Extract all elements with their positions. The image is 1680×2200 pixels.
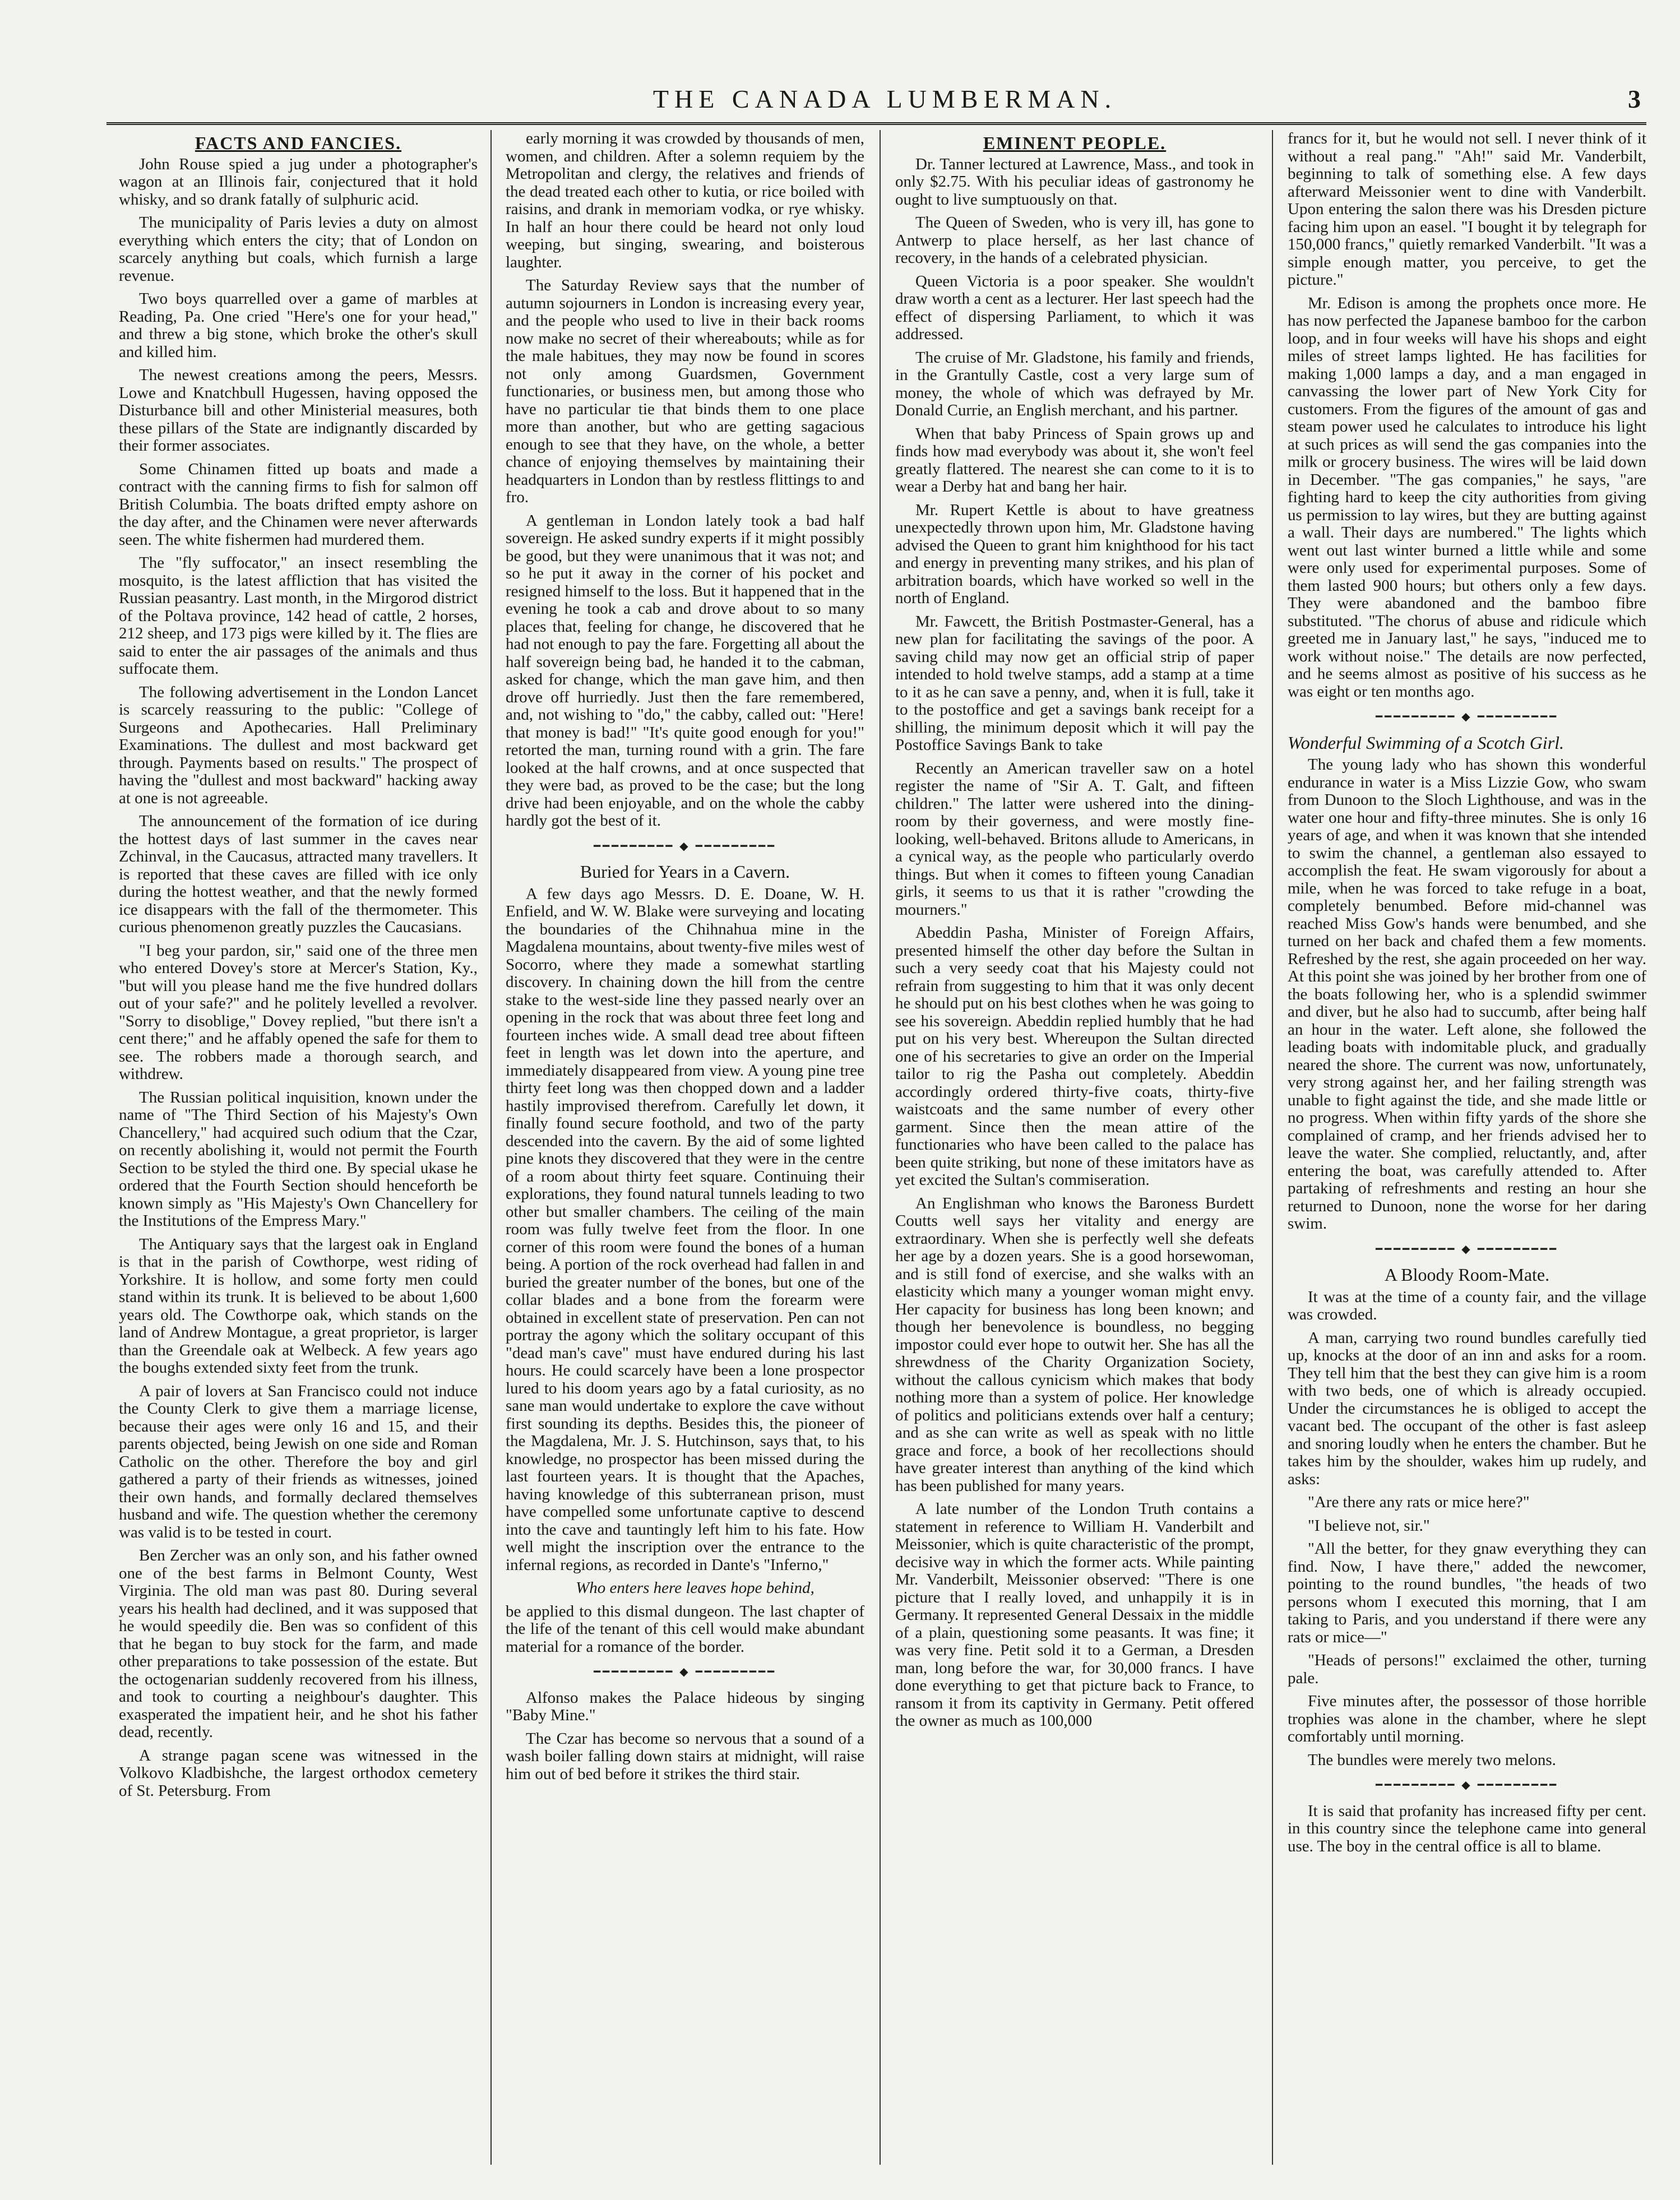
article-paragraph: The "fly suffocator," an insect resembling the mosquito, is the latest affliction that has visited the Russian peasantry. Last month, in the Mirgorod district of the Poltava province, 142 head of cattle, 2 horses, 212 sheep, and 173 pigs were killed by it. The flies are said to enter the air passages of the animals and thus suffocate them.	[119, 554, 478, 678]
article-paragraph: The Saturday Review says that the number of autumn sojourners in London is increasing every year, and the people who used to live in their back rooms now make no secret of their whereabouts; while as for the male habitues, they may now be found in scores not only among Guardsmen, Government functionaries, or business men, but among those who have no particular tie that binds them to one place more than another, but who are getting sagacious enough to see that they have, on the whole, a better chance of enjoying themselves by maintaining their headquarters in London than by restless flittings to and fro.	[506, 276, 864, 506]
article-paragraph: Abeddin Pasha, Minister of Foreign Affairs, presented himself the other day before the Sultan in such a very seedy coat that his Majesty could not refrain from suggesting to him that it was only decent he should put on his best clothes when he was going to see his sovereign. Abeddin replied humbly that he had put on his very best. Whereupon the Sultan directed one of his secretaries to give an order on the Imperial tailor to rig the Pasha out completely. Abeddin accordingly ordered thirty-five coats, thirty-five waistcoats and the same number of every other garment. Since then the mean attire of the functionaries who have been called to the palace has been quite striking, but none of these imitators have as yet excited the Sultan's commiseration.	[895, 924, 1254, 1189]
verse-line: Who enters here leaves hope behind,	[576, 1579, 814, 1597]
column-rule	[490, 130, 492, 2165]
column-rule	[1272, 130, 1273, 2165]
article-paragraph: "I beg your pardon, sir," said one of the three men who entered Dovey's store at Mercer's Station, Ky., "but will you please hand me the five hundred dollars out of your safe?" and he politely levelled a revolver. "Sorry to disoblige," Dovey replied, "but there isn't a cent there;" and he affably opened the safe for them to see. The robbers made a thorough search, and withdrew.	[119, 941, 478, 1083]
article-paragraph: "All the better, for they gnaw everything they can find. Now, I have there," added the newcomer, pointing to the round bundles, "the heads of two persons whom I executed this morning, that I am taking to Paris, and you understand if there were any rats or mice—"	[1288, 1540, 1646, 1646]
article-paragraph: The newest creations among the peers, Messrs. Lowe and Knatchbull Hugessen, having opposed the Disturbance bill and other Ministerial measures, both these pillars of the State are indignantly discarded by their former associates.	[119, 366, 478, 455]
article-paragraph: A few days ago Messrs. D. E. Doane, W. H. Enfield, and W. W. Blake were surveying and locating the boundaries of the Chihnahua mine in the Magdalena mountains, about twenty-five miles west of Socorro, where they made a somewhat startling discovery. In chaining down the hill from the centre stake to the west-side line they passed nearly over an opening in the rock that was about three feet long and fourteen inches wide. A small dead tree about fifteen feet in length was let down into the aperture, and immediately disappeared from view. A young pine tree thirty feet long was then chopped down and a ladder hastily improvised therefrom. Carefully let down, it finally found secure foothold, and two of the party descended into the cavern. By the aid of some lighted pine knots they discovered that they were in the centre of a room about thirty feet square. Continuing their explorations, they found natural tunnels leading to two other but smaller chambers. The ceiling of the main room was fully twelve feet from the floor. In one corner of this room were found the bones of a human being. A portion of the rock overhead had fallen in and buried the greater number of the bones, but one of the collar blades and a bone from the forearm were obtained in excellent state of preservation. Pen can not portray the agony which the solitary occupant of this "dead man's cave" must have endured during his last hours. He could scarcely have been a lone prospector lured to his doom years ago by a fatal curiosity, as no sane man would undertake to explore the cave without first sounding its depths. Besides this, the pioneer of the Magdalena, Mr. J. S. Hutchinson, says that, to his knowledge, no prospector has been missed during the last fourteen years. It is thought that the Apaches, having knowledge of this subterranean prison, must have compelled some unfortunate captive to descend into the cave and tauntingly left him to his fate. How well might the inscription over the entrance to the infernal regions, as recorded in Dante's "Inferno,"	[506, 884, 864, 1574]
article-paragraph: "I believe not, sir."	[1308, 1516, 1430, 1535]
article-paragraph: Some Chinamen fitted up boats and made a contract with the canning firms to fish for salmon off British Columbia. The boats drifted empty ashore on the day after, and the Chinamen were never afterwards seen. The white fishermen had murdered them.	[119, 460, 478, 549]
article-paragraph: A strange pagan scene was witnessed in the Volkovo Kladbishche, the largest orthodox cemetery of St. Petersburg. From	[119, 1746, 478, 1800]
article-paragraph: Dr. Tanner lectured at Lawrence, Mass., and took in only $2.75. With his peculiar ideas of gastronomy he ought to live sumptuously on that.	[895, 155, 1254, 209]
article-paragraph: A late number of the London Truth contains a statement in reference to William H. Vanderbilt and Meissonier, which is quite characteristic of the prompt, decisive way in which the former acts. While painting Mr. Vanderbilt, Meissonier observed: "There is one picture that I really loved, and unhappily it is in Germany. It represented General Dessaix in the middle of a plain, questioning some peasants. It was fine; it was very fine. Petit sold it to a German, a Dresden man, long before the war, for 30,000 francs. I have done everything to get that picture back to France, to ransom it from its captivity in Germany. Petit offered the owner as much as 100,000	[895, 1500, 1254, 1730]
article-paragraph: Five minutes after, the possessor of those horrible trophies was alone in the chamber, where he slept comfortably until morning.	[1288, 1692, 1646, 1745]
article-heading-cavern: Buried for Years in a Cavern.	[580, 862, 790, 882]
section-heading-facts: FACTS AND FANCIES.	[195, 133, 402, 153]
article-paragraph: The bundles were merely two melons.	[1308, 1750, 1556, 1769]
ornament-divider	[506, 838, 864, 856]
article-paragraph: Recently an American traveller saw on a hotel register the name of "Sir A. T. Galt, and fifteen children." The latter were ushered into the dining-room by their governess, and were mostly fine-looking, well-behaved. Britons allude to Americans, in a cynical way, as the people who particularly overdo things. But when it comes to fifteen young Canadian girls, it seems to us that it is rather "crowding the mourners."	[895, 759, 1254, 919]
article-paragraph: The announcement of the formation of ice during the hottest days of last summer in the caves near Zchinval, in the Caucasus, attracted many travellers. It is reported that these caves are filled with ice only during the hottest weather, and that the newly formed ice disappears with the fall of the thermometer. This curious phenomenon greatly puzzles the Caucasians.	[119, 812, 478, 936]
article-paragraph: Mr. Rupert Kettle is about to have greatness unexpectedly thrown upon him, Mr. Gladstone having advised the Queen to grant him knighthood for his tact and energy in preventing many strikes, and his plan of arbitration boards, which have worked so well in the north of England.	[895, 501, 1254, 607]
section-heading-eminent: EMINENT PEOPLE.	[983, 133, 1167, 153]
article-paragraph: The Czar has become so nervous that a sound of a wash boiler falling down stairs at midnight, will raise him out of bed before it strikes the third stair.	[506, 1729, 864, 1783]
article-paragraph: The following advertisement in the London Lancet is scarcely reassuring to the public: "College of Surgeons and Apothecaries. Hall Preliminary Examinations. The dullest and most backward get through. Payments based on results." The prospect of having the "dullest and most backward" hacking away at one is not agreeable.	[119, 683, 478, 807]
article-paragraph: Mr. Fawcett, the British Postmaster-General, has a new plan for facilitating the savings of the poor. A saving child may now get an official strip of paper intended to hold twelve stamps, add a stamp at a time to it as he can save a penny, and, when it is full, take it to the postoffice and get a savings bank receipt for a shilling, the minimum deposit which it will pay the Postoffice Savings Bank to take	[895, 612, 1254, 754]
article-paragraph: Two boys quarrelled over a game of marbles at Reading, Pa. One cried "Here's one for your head," and threw a big stone, which broke the other's skull and killed him.	[119, 290, 478, 361]
ornament-divider	[506, 1664, 864, 1682]
article-paragraph: early morning it was crowded by thousands of men, women, and children. After a solemn requiem by the Metropolitan and clergy, the relatives and friends of the dead treated each other to kutia, or rice boiled with raisins, and drank in memoriam vodka, or rye whisky. In half an hour there could be heard not only loud weeping, but singing, swearing, and boisterous laughter.	[506, 130, 864, 271]
article-paragraph: The Antiquary says that the largest oak in England is that in the parish of Cowthorpe, west riding of Yorkshire. It is hollow, and some forty men could stand within its trunk. It is believed to be about 1,600 years old. The Cowthorpe oak, which stands on the land of Andrew Montague, a great proprietor, is larger than the Greendale oak at Welbeck. A few years ago the boughs extended sixty feet from the trunk.	[119, 1235, 478, 1377]
ornament-divider	[1288, 1777, 1646, 1795]
columns	[119, 130, 1649, 2170]
article-paragraph: It was at the time of a county fair, and the village was crowded.	[1288, 1287, 1646, 1323]
article-heading-room-mate: A Bloody Room-Mate.	[1384, 1265, 1550, 1285]
article-paragraph: A man, carrying two round bundles carefully tied up, knocks at the door of an inn and asks for a room. They tell him that the best they can give him is a room with two beds, one of which is already occupied. Under the circumstances he is obliged to accept the vacant bed. The occupant of the other is fast asleep and snoring loudly when he enters the chamber. But he takes him by the shoulder, wakes him up rudely, and asks:	[1288, 1328, 1646, 1488]
article-paragraph: A pair of lovers at San Francisco could not induce the County Clerk to give them a marriage license, because their ages were only 16 and 15, and their parents objected, being Jewish on one side and Roman Catholic on the other. Therefore the boy and girl gathered a party of their friends as witnesses, joined their own hands, and formally declared themselves husband and wife. The question whether the ceremony was valid is to be tested in court.	[119, 1382, 478, 1541]
article-paragraph: The municipality of Paris levies a duty on almost everything which enters the city; that of London on scarcely anything but coals, which furnish a large revenue.	[119, 214, 478, 285]
article-paragraph: francs for it, but he would not sell. I never think of it without a real pang." "Ah!" said Mr. Vanderbilt, beginning to talk of something else. A few days afterward Meissonier went to dine with Vanderbilt. Upon entering the salon there was his Dresden picture facing him upon an easel. "I bought it by telegraph for 150,000 francs," quietly remarked Vanderbilt. "It was a simple enough matter, you perceive, to get the picture."	[1288, 130, 1646, 289]
column-4	[1288, 130, 1646, 2165]
masthead	[129, 84, 1641, 118]
article-paragraph: Ben Zercher was an only son, and his father owned one of the best farms in Belmont County, West Virginia. The old man was past 80. During several years his health had declined, and it was supposed that he would speedily die. Ben was so confident of this that he began to buy stock for the farm, and made other preparations to take possession of the estate. But the octogenarian suddenly recovered from his illness, and took to courting a neighbour's daughter. This exasperated the impatient heir, and he shot his father dead, recently.	[119, 1546, 478, 1741]
article-paragraph: Alfonso makes the Palace hideous by singing "Baby Mine."	[506, 1688, 864, 1724]
ornament-divider	[1288, 708, 1646, 726]
article-heading-swimming: Wonderful Swimming of a Scotch Girl.	[1288, 732, 1565, 753]
column-1	[119, 130, 478, 2165]
article-paragraph: It is said that profanity has increased fifty per cent. in this country since the telephone came into general use. The boy in the central office is all to blame.	[1288, 1801, 1646, 1855]
article-paragraph: Mr. Edison is among the prophets once more. He has now perfected the Japanese bamboo for the carbon loop, and in four weeks will have his shops and eight miles of street lamps lighted. He has facilities for making 1,000 lamps a day, and a man engaged in canvassing the lower part of New York City for customers. From the figures of the amount of gas and steam power used he calculates to introduce his light at such prices as will send the gas companies into the milk or grocery business. The wires will be laid down in December. "The gas companies," he says, "are fighting hard to keep the city authorities from giving us permission to lay wires, but they are butting against a wall. Their days are numbered." The lights which went out last winter burned a little while and some were only used for experimental purposes. Some of them lasted 900 hours; but others only a few days. They were abandoned and the bamboo fibre substituted. "The chorus of abuse and ridicule which greeted me in January last," he says, "induced me to work without noise." The details are now perfected, and he seems almost as positive of his success as he was eight or ten months ago.	[1288, 294, 1646, 701]
column-3	[895, 130, 1254, 2165]
article-paragraph: "Are there any rats or mice here?"	[1308, 1493, 1530, 1511]
article-paragraph: The Russian political inquisition, known under the name of "The Third Section of his Majesty's Own Chancellery," had acquired such odium that the Czar, on recently abolishing it, would not permit the Fourth Section to be styled the third one. By special ukase he ordered that the Fourth Section should henceforth be known simply as "His Majesty's Own Chancellery for the Institutions of the Empress Mary."	[119, 1088, 478, 1230]
column-rule	[880, 130, 881, 2165]
article-paragraph: John Rouse spied a jug under a photographer's wagon at an Illinois fair, conjectured that it hold whisky, and so drank fatally of sulphuric acid.	[119, 155, 478, 209]
article-paragraph: The cruise of Mr. Gladstone, his family and friends, in the Grantully Castle, cost a very large sum of money, the whole of which was defrayed by Mr. Donald Currie, an English merchant, and his partner.	[895, 348, 1254, 419]
article-paragraph: A gentleman in London lately took a bad half sovereign. He asked sundry experts if it might possibly be good, but they were unanimous that it was not; and so he put it away in the corner of his pocket and resigned himself to the loss. But it happened that in the evening he took a cab and drove about to so many places that, feeling for change, he discovered that he had not enough to pay the fare. Forgetting all about the half sovereign being bad, he handed it to the cabman, asked for change, which the man gave him, and then drove off hurriedly. Just then the fare remembered, and, not wishing to "do," the cabby, called out: "Here! that money is bad!" "It's quite good enough for you!" retorted the man, turning round with a grin. The fare looked at the half crowns, and at once suspected that they were bad, as proved to be the case; but the long drive had been enjoyable, and on the whole the cabby hardly got the best of it.	[506, 511, 864, 830]
article-paragraph: Queen Victoria is a poor speaker. She wouldn't draw worth a cent as a lecturer. Her last speech had the effect of dispersing Parliament, to which it was addressed.	[895, 272, 1254, 343]
article-paragraph: "Heads of persons!" exclaimed the other, turning pale.	[1288, 1651, 1646, 1687]
ornament-divider	[1288, 1241, 1646, 1259]
article-paragraph: be applied to this dismal dungeon. The last chapter of the life of the tenant of this cell would make abundant material for a romance of the border.	[506, 1602, 864, 1656]
masthead-rule	[107, 122, 1646, 125]
column-2	[506, 130, 864, 2165]
masthead-title: THE CANADA LUMBERMAN.	[652, 85, 1117, 113]
article-paragraph: The young lady who has shown this wonderful endurance in water is a Miss Lizzie Gow, who swam from Dunoon to the Sloch Lighthouse, and was in the water one hour and fifty-three minutes. She is only 16 years of age, and when it was known that she intended to swim the channel, a gentleman also essayed to accomplish the feat. He swam vigorously for about a mile, when he was forced to take refuge in a boat, completely benumbed. Before mid-channel was reached Miss Gow's hands were benumbed, and she turned on her back and chafed them a few moments. Refreshed by the rest, she again proceeded on her way. At this point she was joined by her brother from one of the boats following her, who is a splendid swimmer and diver, but he also had to succumb, after being half an hour in the water. Left alone, she followed the leading boats with indomitable pluck, and gradually neared the shore. The current was now, unfortunately, very strong against her, and her failing strength was unable to fight against the tide, and she made little or no progress. When within fifty yards of the shore she complained of cramp, and her friends advised her to leave the water. She complied, reluctantly, and, after entering the boat, was carefully attended to. After partaking of refreshments and resting an hour she returned to Dunoon, none the worse for her daring swim.	[1288, 756, 1646, 1233]
article-paragraph: When that baby Princess of Spain grows up and finds how mad everybody was about it, she won't feel greatly flattered. The nearest she can come to it is to wear a Derby hat and bang her hair.	[895, 424, 1254, 495]
article-paragraph: An Englishman who knows the Baroness Burdett Coutts well says her vitality and energy are extraordinary. When she is perfectly well she defeats her age by a dozen years. She is a good horsewoman, and is still fond of exercise, and she walks with an elasticity which many a younger woman might envy. Her capacity for business has long been known; and though her benevolence is boundless, no begging impostor could ever hope to outwit her. She has all the shrewdness of the Charity Organization Society, without the callous cynicism which makes that body nothing more than a system of police. Her knowledge of politics and politicians extends over half a century; and as she can write as well as speak with no little grace and force, a book of her recollections should have greater interest than anything of the kind which has been published for many years.	[895, 1194, 1254, 1495]
page-number: 3	[1628, 85, 1641, 113]
article-paragraph: The Queen of Sweden, who is very ill, has gone to Antwerp to place herself, as her last chance of recovery, in the hands of a celebrated physician.	[895, 214, 1254, 267]
